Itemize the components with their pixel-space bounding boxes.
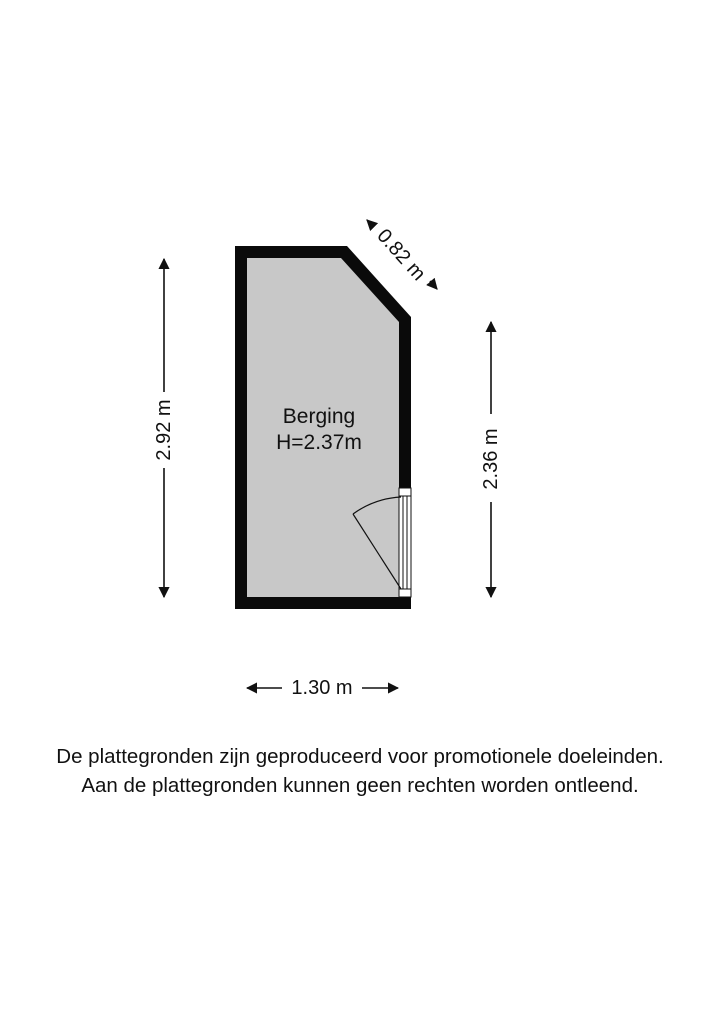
dimension-width: 1.30 m: [291, 677, 353, 699]
room-height-label: H=2.37m: [276, 431, 362, 454]
disclaimer-line-1: De plattegronden zijn geproduceerd voor promotionele doeleinden.: [56, 745, 664, 768]
door-frame: [399, 488, 411, 596]
room-name: Berging: [282, 405, 356, 428]
dimension-line-diagonal-end: [430, 281, 437, 289]
dimension-diagonal: 0.82 m: [372, 224, 430, 286]
dimension-left-height: 2.92 m: [153, 399, 175, 461]
door-stop: [399, 589, 411, 597]
door-stop: [399, 488, 411, 496]
disclaimer: [0, 742, 720, 800]
dimension-line-diagonal-start: [367, 220, 372, 225]
disclaimer-line-2: Aan de plattegronden kunnen geen rechten worden ontleend.: [81, 774, 639, 797]
dimension-right-height: 2.36 m: [480, 428, 502, 490]
